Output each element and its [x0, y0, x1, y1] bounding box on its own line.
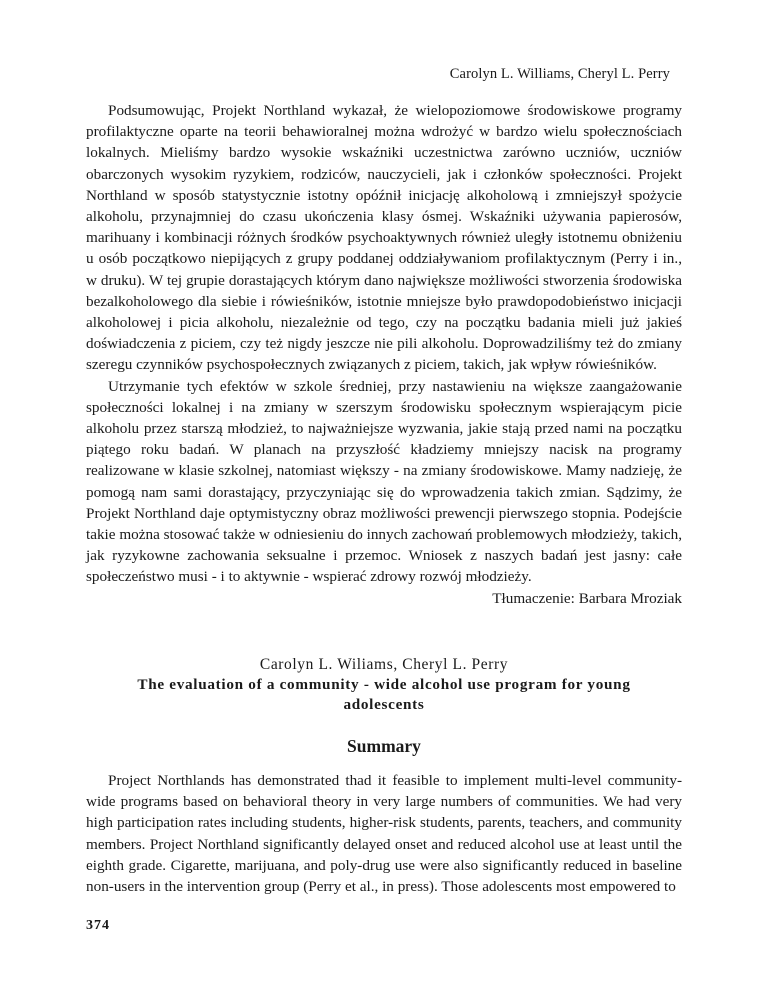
english-title-block [86, 655, 682, 715]
translator-credit: Tłumaczenie: Barbara Mroziak [492, 589, 682, 607]
summary-heading: Summary [347, 736, 421, 756]
english-summary-section [86, 770, 682, 897]
polish-paragraph-2: Utrzymanie tych efektów w szkole średniej, przy nastawieniu na większe zaangażowanie społeczności lokalnej i na zmiany w szerszym środowisku społecznym wspierającym picie alkoholu przez starszą młodzież, to najważniejsze wyzwania, jakie stają przed nami na początku piątego roku badań. W planach na przyszłość kładziemy mniejszy nacisk na programy realizowane w klasie szkolnej, natomiast większy - na zmiany środowiskowe. Mamy nadzieję, że pomogą nam sami dorastający, przyczyniając się do wprowadzenia takich zmian. Sądzimy, że Projekt Northland daje optymistyczny obraz możliwości prewencji pierwszego stopnia. Podejście takie można stosować także w odniesieniu do innych zachowań problemowych młodzieży, takich, jak ryzykowne zachowania seksualne i przemoc. Wniosek z naszych badań jest jasny: całe społeczeństwo musi - i to aktywnie - wspierać zdrowy rozwój młodzieży. [86, 377, 682, 586]
page-number: 374 [86, 918, 110, 933]
english-authors: Carolyn L. Wiliams, Cheryl L. Perry [259, 656, 509, 673]
polish-paragraph-1: Podsumowując, Projekt Northland wykazał, że wielopoziomowe środowiskowe programy profilaktyczne oparte na teorii behawioralnej można wdrożyć w bardzo wielu społecznościach lokalnych. Mieliśmy bardzo wysokie wskaźniki uczestnictwa zarówno uczniów, uczniów obarczonych wysokim ryzykiem, rodziców, nauczycieli, jak i członków społeczności. Projekt Northland w sposób statystycznie istotny opóźnił inicjację alkoholową i zmniejszył spożycie alkoholu, przynajmniej do czasu ukończenia klasy ósmej. Wskaźniki używania papierosów, marihuany i kombinacji różnych środków psychoaktywnych również uległy istotnemu obniżeniu u osób początkowo niepijących z grupy poddanej oddziaływaniom profilaktycznym (Perry i in., w druku). W tej grupie dorastających którym dano największe możliwości stworzenia środowiska bezalkoholowego dla siebie i rówieśników, istotnie mniejsze było prawdopodobieństwo inicjacji alkoholowej i picia alkoholu, niezależnie od tego, czy na początku badania mieli już jakieś doświadczenia z piciem, czy też nigdy jeszcze nie pili alkoholu. Doprowadziliśmy też do zmiany szeregu czynników psychospołecznych związanych z piciem, takich, jak wpływ rówieśników. [86, 102, 682, 374]
running-header: Carolyn L. Williams, Cheryl L. Perry [449, 66, 670, 82]
summary-paragraph: Project Northlands has demonstrated thad it feasible to implement multi-level community-wide programs based on behavioral theory in very large numbers of communities. We had very high participation rates including students, higher-risk students, parents, teachers, and community members. Project Northland significantly delayed onset and reduced alcohol use at least until the eighth grade. Cigarette, marijuana, and poly-drug use were also significantly reduced in baseline non-users in the intervention group (Perry et al., in press). Those adolescents most empowered to [86, 772, 682, 896]
polish-conclusion-section [86, 100, 682, 609]
english-title: The evaluation of a community - wide alcohol use program for young adolescents [137, 676, 631, 713]
